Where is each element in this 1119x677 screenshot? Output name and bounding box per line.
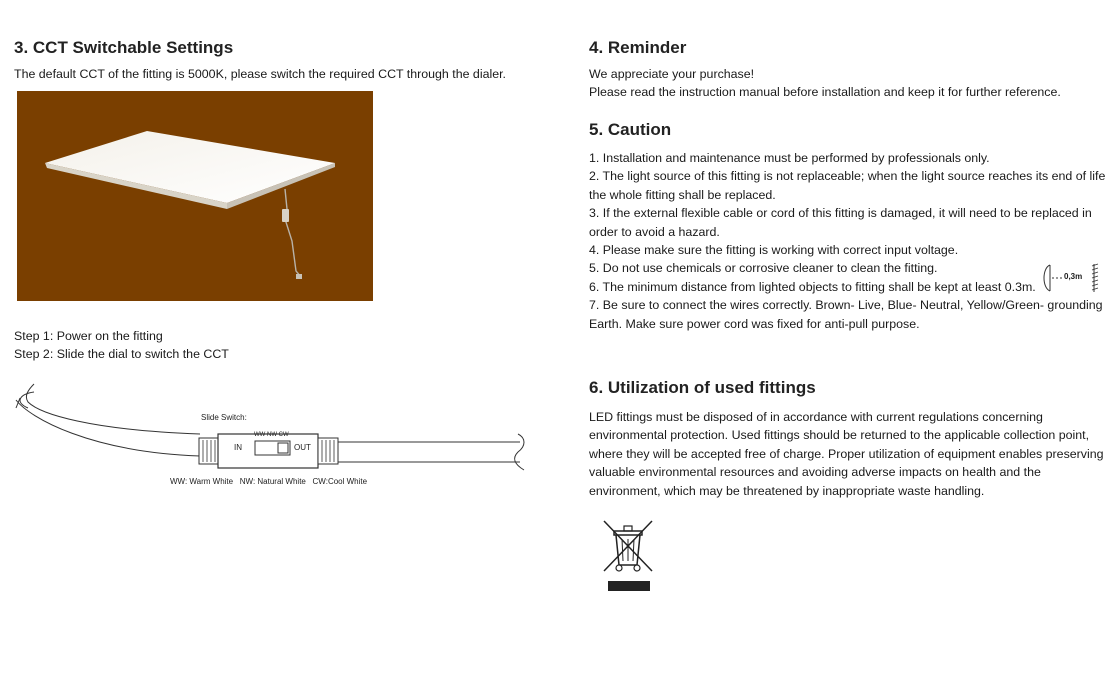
slide-switch-diagram — [10, 378, 550, 498]
reminder-text — [589, 65, 1061, 102]
caution-line: 3. If the external flexible cable or cord of this fitting is damaged, it will need to be replaced in — [589, 206, 1092, 221]
panel-light-photo — [17, 91, 373, 301]
cct-legend: WW: Warm White NW: Natural White CW:Cool White — [170, 477, 368, 486]
utilization-line: environment, which may be threatened by inappropriate waste handling. — [589, 483, 985, 498]
utilization-text — [589, 408, 1104, 500]
reminder-line: We appreciate your purchase! — [589, 67, 755, 81]
reminder-line: Please read the instruction manual before installation and keep it for further reference. — [589, 85, 1061, 100]
utilization-line: environmental protection. Used fittings should be returned to the applicable collection point, — [589, 428, 1090, 443]
caution-line: 1. Installation and maintenance must be performed by professionals only. — [589, 151, 990, 165]
slide-switch-title: Slide Switch: — [201, 413, 247, 422]
weee-crossed-bin-icon — [600, 517, 656, 593]
steps-text — [14, 327, 229, 364]
caution-line: 5. Do not use chemicals or corrosive cleaner to clean the fitting. — [589, 261, 938, 276]
caution-text — [589, 149, 1105, 333]
utilization-line: LED fittings must be disposed of in accordance with current regulations concerning — [589, 410, 1043, 424]
switch-position-marks: WW NW CW — [254, 432, 289, 438]
section-reminder-heading: 4. Reminder — [589, 38, 687, 57]
switch-in-label: IN — [234, 443, 242, 452]
section-utilization-heading: 6. Utilization of used fittings — [589, 378, 816, 397]
distance-label: 0,3m — [1064, 272, 1083, 281]
distance-0-3m-icon — [1040, 262, 1102, 294]
section-caution-heading: 5. Caution — [589, 120, 672, 139]
step-1: Step 1: Power on the fitting — [14, 329, 163, 343]
utilization-line: where they will be accepted free of charge. Proper utilization of equipment enables preserving — [589, 446, 1104, 461]
caution-line: 6. The minimum distance from lighted objects to fitting shall be kept at least 0.3m. — [589, 279, 1036, 294]
section-cct-heading: 3. CCT Switchable Settings — [14, 38, 234, 57]
utilization-line: valuable environmental resources and avoiding adverse impacts on health and the — [589, 465, 1041, 480]
caution-line: order to avoid a hazard. — [589, 224, 720, 239]
caution-line: 2. The light source of this fitting is not replaceable; when the light source reaches its end of life — [589, 169, 1106, 184]
caution-line: 7. Be sure to connect the wires correctly. Brown- Live, Blue- Neutral, Yellow/Green- grounding — [589, 298, 1103, 313]
cct-intro-text: The default CCT of the fitting is 5000K, please switch the required CCT through the dialer. — [14, 67, 507, 81]
caution-line: the whole fitting shall be replaced. — [589, 187, 776, 202]
switch-out-label: OUT — [294, 443, 311, 452]
caution-line: Earth. Make sure power cord was fixed for anti-pull purpose. — [589, 316, 920, 331]
step-2: Step 2: Slide the dial to switch the CCT — [14, 347, 229, 362]
led-panel-illustration — [17, 91, 373, 301]
caution-line: 4. Please make sure the fitting is working with correct input voltage. — [589, 243, 959, 258]
